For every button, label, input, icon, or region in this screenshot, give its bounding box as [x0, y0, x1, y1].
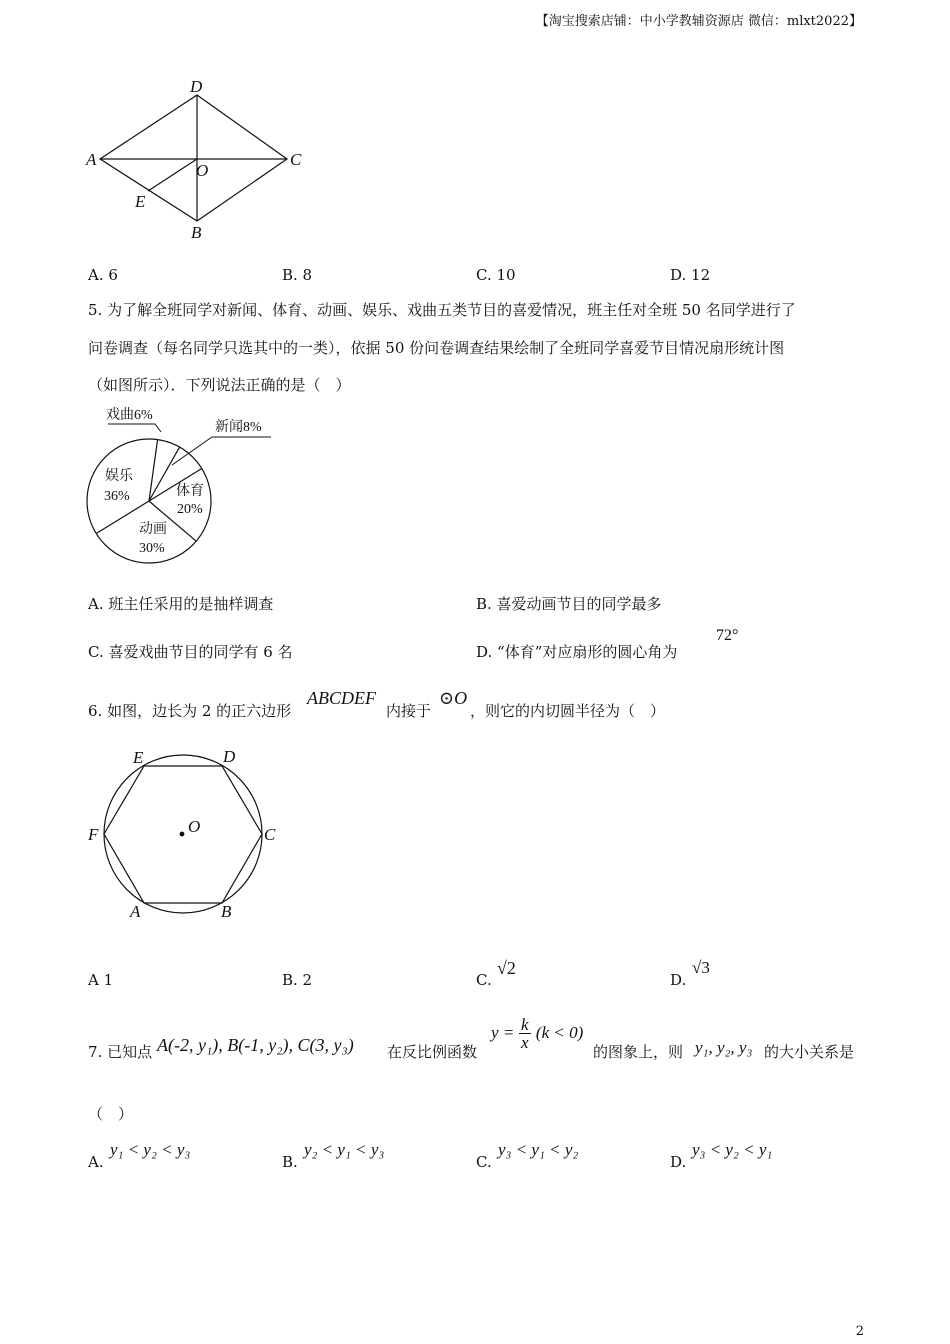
func-fraction	[519, 1016, 531, 1051]
q6-prefix: 6. 如图，边长为 2 的正六边形	[88, 702, 292, 720]
q5-option-b[interactable]: B. 喜爱动画节目的同学最多	[476, 595, 662, 613]
label-e: E	[135, 192, 146, 211]
q6-circle-name: ⊙O	[439, 688, 468, 708]
hex-label-f: F	[88, 825, 99, 844]
pie-chart	[80, 402, 280, 574]
q6-suffix: ，则它的内切圆半径为（ ）	[470, 702, 666, 720]
q7-option-d-value: y₃ < y₂ < y₁	[692, 1140, 773, 1159]
func-numerator: k	[520, 1015, 529, 1034]
opera-leader-line	[108, 424, 161, 432]
q7-prefix: 7. 已知点	[88, 1043, 153, 1061]
entertainment-name: 娱乐	[105, 469, 133, 484]
boundary-opera-news	[149, 447, 180, 501]
q4-option-c[interactable]: C. 10	[476, 266, 516, 284]
label-c: C	[290, 150, 302, 169]
animation-pct: 30%	[139, 541, 165, 556]
q7-option-b-value: y₂ < y₁ < y₃	[304, 1140, 385, 1159]
q7-option-a-value: y₁ < y₂ < y₃	[110, 1140, 191, 1159]
q7-suffix-b: 的大小关系是	[764, 1043, 855, 1061]
q6-hexagon-name: ABCDEF	[307, 688, 376, 708]
q7-points: A(-2, y₁), B(-1, y₂), C(3, y₃)	[157, 1035, 354, 1055]
q5-line-1: 5. 为了解全班同学对新闻、体育、动画、娱乐、戏曲五类节目的喜爱情况，班主任对全班 50 名同学进行了	[88, 301, 796, 319]
boundary-entertainment-opera	[149, 440, 158, 501]
q7-option-b[interactable]: B.	[282, 1153, 298, 1171]
q5-line-3: （如图所示）．下列说法正确的是（ ）	[88, 376, 351, 394]
q5-option-a[interactable]: A. 班主任采用的是抽样调查	[88, 595, 274, 613]
animation-name: 动画	[139, 522, 167, 537]
rhombus-outline	[100, 95, 287, 221]
q7-function	[491, 1016, 583, 1051]
func-y: y	[491, 1023, 499, 1042]
q7-option-d[interactable]: D.	[670, 1153, 687, 1171]
rhombus-figure	[80, 74, 320, 246]
label-b: B	[191, 223, 202, 242]
label-d: D	[190, 77, 203, 96]
q7-option-a[interactable]: A.	[88, 1153, 104, 1171]
hex-label-o: O	[188, 817, 201, 836]
label-a: A	[86, 150, 97, 169]
hex-label-e: E	[133, 748, 144, 767]
q6-option-d-value: √3	[692, 958, 710, 977]
q5-option-d[interactable]: D. “体育”对应扇形的圆心角为	[476, 643, 678, 661]
center-point	[180, 832, 185, 837]
news-leader-line	[172, 437, 271, 465]
func-eq: =	[503, 1023, 514, 1042]
page-number: 2	[855, 1324, 864, 1339]
hexagon-figure	[80, 742, 290, 924]
q6-option-a[interactable]: A 1	[88, 971, 114, 989]
q6-option-c-value: √2	[497, 958, 516, 978]
q7-answer-paren: （ ）	[88, 1105, 134, 1123]
opera-label: 戏曲6%	[106, 408, 153, 423]
q7-suffix-a: 的图象上，则	[593, 1043, 684, 1061]
q7-option-c-value: y₃ < y₁ < y₂	[498, 1140, 579, 1159]
segment-oe	[148, 159, 197, 191]
q5-option-c[interactable]: C. 喜爱戏曲节目的同学有 6 名	[88, 643, 293, 661]
entertainment-pct: 36%	[104, 489, 130, 504]
q5-line-2: 问卷调查（每名同学只选其中的一类），依据 50 份问卷调查结果绘制了全班同学喜爱节目情况扇形统计图	[88, 339, 785, 357]
q4-option-d[interactable]: D. 12	[670, 266, 711, 284]
q7-middle: 在反比例函数	[387, 1043, 478, 1061]
q7-vars: y₁, y₂, y₃	[695, 1038, 753, 1057]
label-o: O	[196, 161, 209, 180]
q7-option-c[interactable]: C.	[476, 1153, 492, 1171]
hex-label-b: B	[221, 902, 232, 921]
q5-option-d-angle: 72°	[716, 627, 739, 644]
func-condition: (k < 0)	[535, 1023, 584, 1042]
sports-pct: 20%	[177, 502, 203, 517]
q6-option-b[interactable]: B. 2	[282, 971, 313, 989]
page-header: 【淘宝搜索店铺：中小学教辅资源店 微信：mlxt2022】	[535, 14, 862, 29]
news-label: 新闻8%	[215, 420, 262, 435]
hex-label-d: D	[223, 747, 236, 766]
sports-name: 体育	[176, 484, 204, 499]
q6-option-d[interactable]: D.	[670, 971, 687, 989]
q4-option-a[interactable]: A. 6	[88, 266, 118, 284]
q6-middle: 内接于	[386, 702, 432, 720]
q6-option-c[interactable]: C.	[476, 971, 492, 989]
func-denominator: x	[520, 1033, 529, 1052]
hex-label-c: C	[264, 825, 276, 844]
hex-label-a: A	[130, 902, 141, 921]
q4-option-b[interactable]: B. 8	[282, 266, 313, 284]
